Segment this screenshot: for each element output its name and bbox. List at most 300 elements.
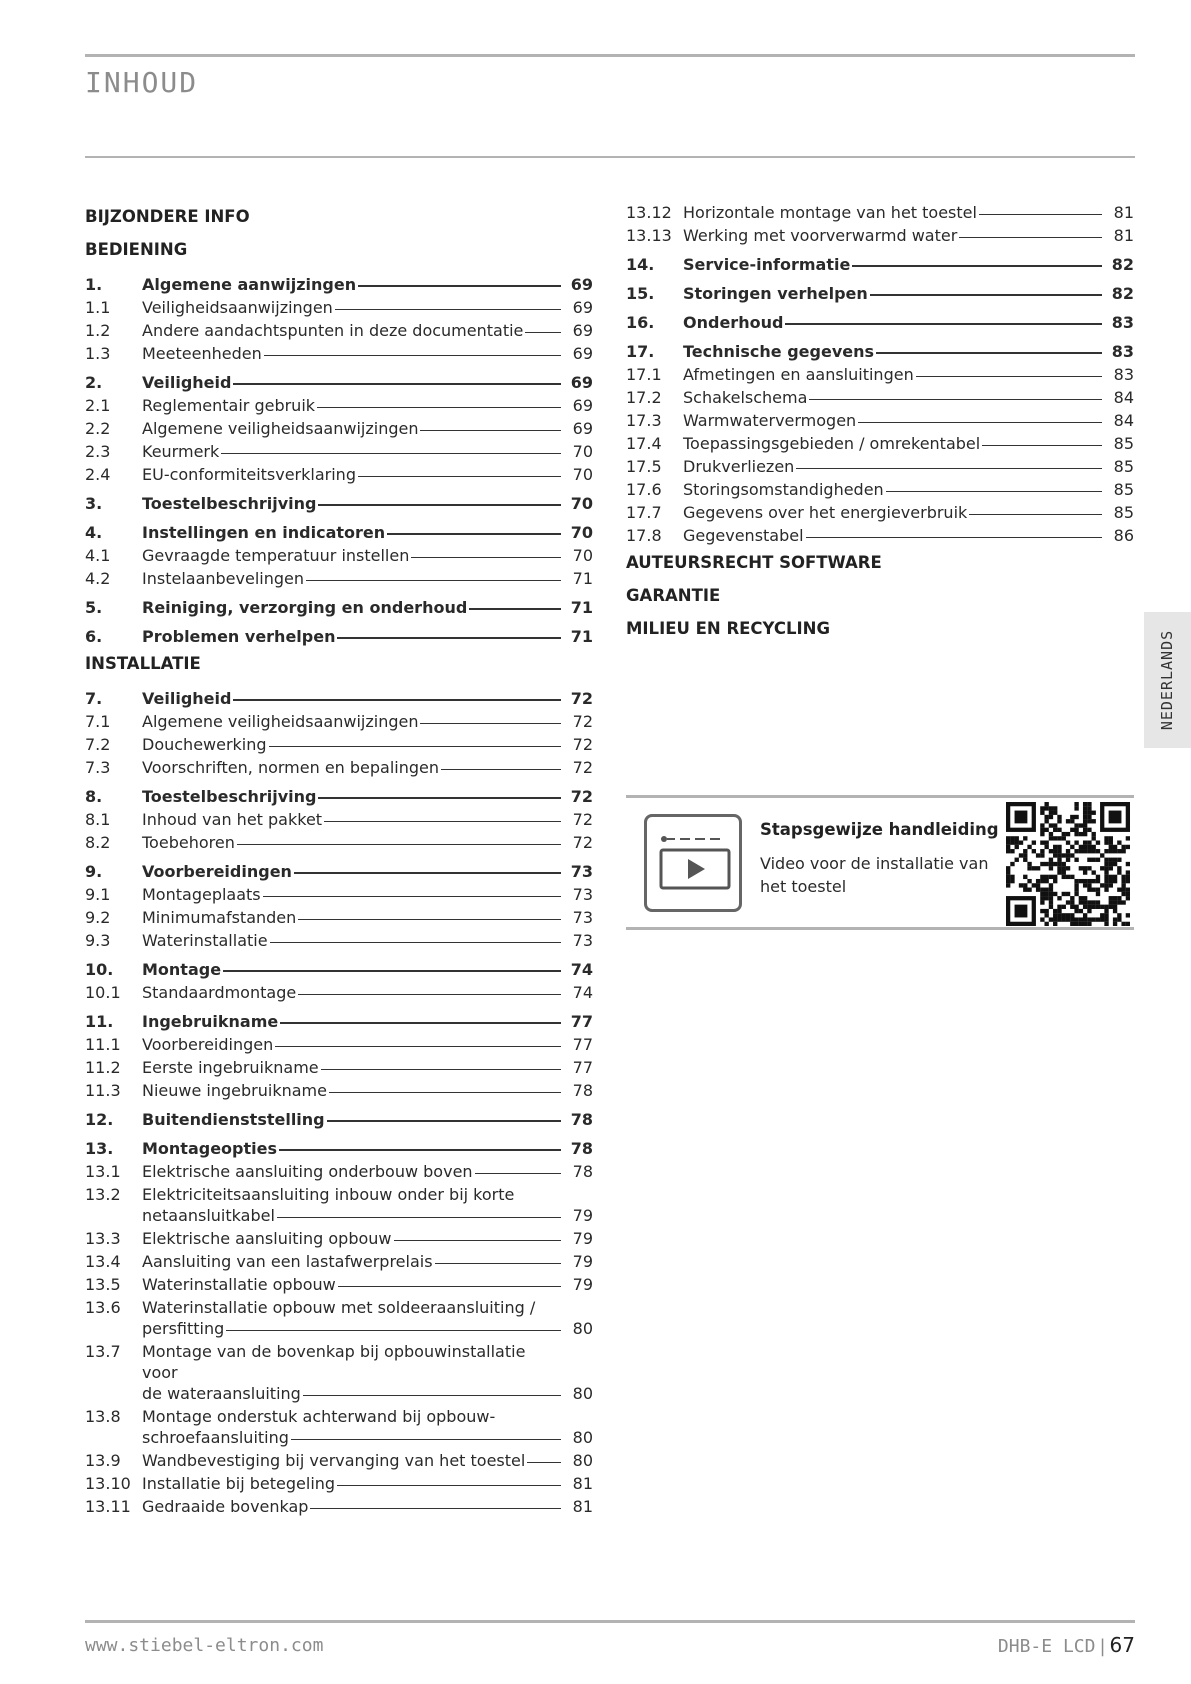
toc-entry-title: Drukverliezen	[683, 457, 795, 476]
toc-entry-title: Veiligheid	[142, 373, 232, 392]
footer-url[interactable]: www.stiebel-eltron.com	[85, 1635, 324, 1656]
toc-entry[interactable]	[626, 275, 1134, 304]
toc-entry[interactable]	[626, 408, 1134, 431]
toc-entry[interactable]	[85, 318, 593, 341]
toc-entry-leader-line	[142, 1450, 563, 1471]
toc-entry-number: 14.	[626, 255, 655, 274]
toc-entry-number: 11.1	[85, 1035, 121, 1054]
toc-entry-leader-line	[683, 254, 1104, 275]
toc-entry-number: 7.3	[85, 758, 111, 777]
toc-entry-title: Nieuwe ingebruikname	[142, 1081, 327, 1100]
toc-entry[interactable]	[85, 709, 593, 732]
toc-entry-body	[142, 734, 563, 755]
toc-entry-body	[142, 418, 563, 439]
toc-entry-title: Elektrische aansluiting onderbouw boven	[142, 1162, 473, 1181]
toc-entry-body	[142, 1109, 563, 1130]
toc-entry-body	[142, 274, 563, 295]
toc-entry-page: 70	[570, 494, 593, 513]
leader-line	[269, 746, 561, 747]
leader-line	[223, 970, 561, 972]
leader-line	[233, 699, 561, 701]
toc-entry[interactable]	[85, 1494, 593, 1517]
toc-entry[interactable]	[626, 362, 1134, 385]
section-heading: MILIEU EN RECYCLING	[626, 619, 831, 638]
toc-entry-body	[683, 283, 1104, 304]
leader-line	[291, 1439, 561, 1440]
toc-entry[interactable]	[85, 928, 593, 951]
toc-entry-number: 13.12	[626, 203, 672, 222]
header-rule-top	[85, 54, 1135, 57]
toc-entry-body	[142, 1406, 563, 1448]
toc-entry-leader-line	[142, 343, 563, 364]
leader-line	[277, 1217, 561, 1218]
toc-entry-leader-line	[683, 525, 1104, 546]
toc-entry[interactable]	[85, 485, 593, 514]
toc-entry-body	[142, 464, 563, 485]
toc-entry-page: 73	[572, 885, 593, 904]
header-rule-bottom	[85, 156, 1135, 158]
leader-line	[394, 1240, 562, 1241]
toc-entry-title: Storingen verhelpen	[683, 284, 868, 303]
toc-entry[interactable]	[85, 830, 593, 853]
toc-entry[interactable]	[85, 341, 593, 364]
toc-entry-leader-line	[142, 1034, 563, 1055]
toc-entry-page: 79	[572, 1275, 593, 1294]
toc-entry-leader-line	[142, 809, 563, 830]
toc-entry[interactable]	[626, 523, 1134, 546]
toc-entry[interactable]	[626, 477, 1134, 500]
leader-line	[275, 1046, 561, 1047]
toc-entry-page: 70	[572, 546, 593, 565]
toc-entry[interactable]	[85, 1404, 593, 1448]
toc-entry-number: 8.1	[85, 810, 111, 829]
toc-entry[interactable]	[626, 223, 1134, 246]
toc-entry-leader-line	[683, 433, 1104, 454]
toc-entry-number: 13.8	[85, 1407, 121, 1426]
toc-entry[interactable]	[85, 778, 593, 807]
toc-entry-leader-line	[142, 1473, 563, 1494]
toc-entry-leader-line	[142, 441, 563, 462]
leader-line	[886, 491, 1102, 492]
toc-entry-title: Gegevenstabel	[683, 526, 804, 545]
toc-entry-body	[142, 1341, 563, 1404]
toc-entry-number: 2.	[85, 373, 103, 392]
leader-line	[337, 637, 561, 639]
leader-line	[321, 1069, 561, 1070]
toc-entry-number: 17.6	[626, 480, 662, 499]
toc-entry[interactable]	[626, 304, 1134, 333]
toc-entry-number: 3.	[85, 494, 103, 513]
toc-entry-body	[683, 525, 1104, 546]
toc-entry-body	[142, 959, 563, 980]
toc-entry-title: Toebehoren	[142, 833, 235, 852]
toc-entry-body	[142, 1496, 563, 1517]
leader-line	[979, 214, 1102, 215]
leader-line	[303, 1395, 561, 1396]
leader-line	[226, 1330, 561, 1331]
toc-entry[interactable]	[85, 680, 593, 709]
toc-entry-body	[142, 786, 563, 807]
leader-line	[858, 422, 1102, 423]
toc-entry-leader-line	[142, 464, 563, 485]
video-tutorial-box	[626, 795, 1134, 930]
toc-entry-number: 9.	[85, 862, 103, 881]
toc-entry-page: 74	[572, 983, 593, 1002]
toc-entry[interactable]	[626, 500, 1134, 523]
toc-entry-page: 81	[572, 1474, 593, 1493]
toc-entry-body	[142, 1161, 563, 1182]
play-video-icon	[644, 814, 742, 912]
toc-entry[interactable]	[85, 882, 593, 905]
toc-entry-page: 85	[1113, 503, 1134, 522]
toc-entry-page: 74	[570, 960, 593, 979]
toc-entry-title-continued: de wateraansluiting	[142, 1384, 301, 1403]
toc-entry-leader-line	[142, 522, 563, 543]
toc-entry[interactable]	[85, 1101, 593, 1130]
toc-entry-title: EU-conformiteitsverklaring	[142, 465, 356, 484]
toc-entry-leader-line	[142, 545, 563, 566]
toc-right-column	[626, 200, 1134, 645]
toc-entry-page: 69	[572, 344, 593, 363]
toc-entry-number: 17.7	[626, 503, 662, 522]
page-title: INHOUD	[85, 66, 199, 99]
toc-entry-title: Keurmerk	[142, 442, 220, 461]
leader-line	[435, 1263, 561, 1264]
toc-entry-page: 69	[570, 373, 593, 392]
toc-entry-title: Reiniging, verzorging en onderhoud	[142, 598, 468, 617]
toc-entry[interactable]	[85, 514, 593, 543]
toc-entry-body	[142, 1473, 563, 1494]
toc-entry[interactable]	[85, 1249, 593, 1272]
toc-entry[interactable]	[85, 566, 593, 589]
toc-entry-body	[142, 1251, 563, 1272]
toc-entry-title: Minimumafstanden	[142, 908, 297, 927]
leader-line	[318, 797, 561, 799]
toc-entry-page: 77	[572, 1035, 593, 1054]
toc-entry-number: 1.	[85, 275, 103, 294]
toc-entry-title: Montage van de bovenkap bij opbouwinstallatie voor	[142, 1342, 526, 1382]
toc-entry-body	[683, 225, 1104, 246]
toc-entry-page: 72	[572, 735, 593, 754]
toc-entry[interactable]	[85, 589, 593, 618]
toc-entry-title: Meeteenheden	[142, 344, 262, 363]
toc-entry-leader-line	[142, 1138, 563, 1159]
toc-entry[interactable]	[85, 1448, 593, 1471]
toc-entry[interactable]	[85, 1295, 593, 1339]
toc-entry-title: Installatie bij betegeling	[142, 1474, 336, 1493]
leader-line	[237, 844, 561, 845]
toc-entry-leader-line	[142, 1057, 563, 1078]
toc-entry-title: Montage	[142, 960, 222, 979]
toc-entry-title: Waterinstallatie	[142, 931, 268, 950]
toc-entry-body	[683, 456, 1104, 477]
leader-line	[809, 399, 1102, 400]
toc-entry-number: 4.	[85, 523, 103, 542]
leader-line	[329, 1092, 561, 1093]
toc-entry-number: 13.1	[85, 1162, 121, 1181]
leader-line	[358, 285, 561, 287]
toc-entry-page: 79	[572, 1206, 593, 1225]
leader-line	[916, 376, 1102, 377]
section-heading: INSTALLATIE	[85, 654, 201, 673]
toc-entry-number: 9.3	[85, 931, 111, 950]
toc-entry-title: Onderhoud	[683, 313, 784, 332]
toc-entry[interactable]	[85, 905, 593, 928]
toc-entry-leader-line	[683, 202, 1104, 223]
toc-entry-number: 15.	[626, 284, 655, 303]
language-tab	[1144, 612, 1191, 748]
toc-entry-page: 81	[1113, 203, 1134, 222]
toc-entry-number: 13.11	[85, 1497, 131, 1516]
toc-entry-page: 77	[572, 1058, 593, 1077]
toc-entry-body	[142, 1450, 563, 1471]
toc-entry-body	[142, 930, 563, 951]
video-description: Video voor de installatie van het toestel	[760, 854, 989, 896]
leader-line	[785, 323, 1102, 325]
leader-line	[324, 821, 561, 822]
toc-entry-title: Gedraaide bovenkap	[142, 1497, 309, 1516]
toc-entry-page: 71	[570, 598, 593, 617]
toc-entry-leader-line	[142, 1274, 563, 1295]
toc-entry-body	[142, 522, 563, 543]
toc-entry-number: 17.2	[626, 388, 662, 407]
toc-entry-number: 17.5	[626, 457, 662, 476]
toc-entry-leader-line	[142, 832, 563, 853]
toc-entry[interactable]	[85, 951, 593, 980]
toc-entry-leader-line	[142, 1109, 563, 1130]
toc-entry-number: 7.2	[85, 735, 111, 754]
toc-entry[interactable]	[85, 807, 593, 830]
toc-entry-title: Gegevens over het energieverbruik	[683, 503, 968, 522]
toc-entry-body	[142, 809, 563, 830]
toc-entry[interactable]	[626, 200, 1134, 223]
toc-entry[interactable]	[85, 295, 593, 318]
toc-entry-number: 2.3	[85, 442, 111, 461]
leader-line	[527, 1462, 561, 1463]
toc-entry-body	[142, 297, 563, 318]
toc-entry-body	[142, 688, 563, 709]
toc-entry-number: 13.2	[85, 1185, 121, 1204]
toc-entry-page: 73	[570, 862, 593, 881]
leader-line	[876, 352, 1102, 354]
toc-entry-title: Elektrische aansluiting opbouw	[142, 1229, 392, 1248]
toc-entry[interactable]	[85, 1226, 593, 1249]
leader-line	[270, 942, 561, 943]
toc-entry[interactable]	[85, 543, 593, 566]
language-tab-label: NEDERLANDS	[1158, 629, 1177, 731]
video-title: Stapsgewijze handleiding	[760, 820, 999, 839]
toc-entry[interactable]	[85, 266, 593, 295]
toc-entry[interactable]	[85, 393, 593, 416]
toc-entry-body	[142, 1057, 563, 1078]
leader-line	[796, 468, 1102, 469]
toc-entry-leader-line	[142, 982, 563, 1003]
toc-entry-page: 73	[572, 908, 593, 927]
section-heading: AUTEURSRECHT SOFTWARE	[626, 553, 882, 572]
toc-entry[interactable]	[85, 618, 593, 647]
toc-entry-page: 86	[1113, 526, 1134, 545]
toc-entry[interactable]	[85, 1471, 593, 1494]
toc-entry-number: 11.3	[85, 1081, 121, 1100]
toc-entry-leader-line	[683, 341, 1104, 362]
toc-entry-number: 17.	[626, 342, 655, 361]
toc-entry-body	[142, 1228, 563, 1249]
toc-entry-number: 13.13	[626, 226, 672, 245]
toc-entry[interactable]	[85, 980, 593, 1003]
qr-code-icon[interactable]	[1006, 802, 1130, 926]
toc-entry-title: Douchewerking	[142, 735, 267, 754]
toc-entry-number: 4.1	[85, 546, 111, 565]
toc-entry-title: Horizontale montage van het toestel	[683, 203, 977, 222]
toc-entry-leader-line	[142, 884, 563, 905]
toc-entry-page: 85	[1113, 457, 1134, 476]
toc-left-column	[85, 200, 593, 1517]
toc-entry-number: 13.7	[85, 1342, 121, 1361]
leader-line	[338, 1286, 561, 1287]
toc-entry-title: Algemene aanwijzingen	[142, 275, 357, 294]
toc-entry-page: 85	[1113, 434, 1134, 453]
toc-entry[interactable]	[85, 364, 593, 393]
leader-line	[263, 896, 561, 897]
toc-entry-page: 78	[570, 1139, 593, 1158]
toc-entry-number: 7.1	[85, 712, 111, 731]
toc-entry-leader-line	[683, 502, 1104, 523]
toc-entry-title: Ingebruikname	[142, 1012, 279, 1031]
toc-entry[interactable]	[85, 439, 593, 462]
leader-line	[411, 557, 561, 558]
toc-entry-number: 2.1	[85, 396, 111, 415]
toc-entry-page: 83	[1111, 313, 1134, 332]
toc-entry-body	[142, 1138, 563, 1159]
toc-entry[interactable]	[85, 853, 593, 882]
footer-doc-page	[998, 1633, 1135, 1657]
toc-entry-number: 10.	[85, 960, 114, 979]
toc-entry-title: Voorbereidingen	[142, 862, 292, 881]
toc-entry-page: 84	[1113, 388, 1134, 407]
toc-entry-leader-line	[142, 395, 563, 416]
toc-entry-title: Werking met voorverwarmd water	[683, 226, 958, 245]
toc-entry-leader-line	[142, 734, 563, 755]
toc-entry[interactable]	[626, 333, 1134, 362]
toc-entry-page: 71	[572, 569, 593, 588]
toc-entry-body	[142, 1080, 563, 1101]
leader-line	[387, 533, 561, 535]
leader-line	[969, 514, 1102, 515]
toc-entry-leader-line	[142, 626, 563, 647]
leader-line	[870, 294, 1102, 296]
toc-entry-leader-line	[683, 456, 1104, 477]
toc-entry-body	[142, 832, 563, 853]
toc-entry-leader-line	[142, 757, 563, 778]
toc-entry-body	[142, 711, 563, 732]
toc-entry-leader-line	[142, 786, 563, 807]
toc-entry-page: 73	[572, 931, 593, 950]
toc-entry-page: 80	[572, 1428, 593, 1447]
toc-entry-number: 11.2	[85, 1058, 121, 1077]
leader-line	[233, 383, 561, 385]
toc-entry-leader-line	[683, 225, 1104, 246]
toc-entry-leader-line	[683, 283, 1104, 304]
toc-entry[interactable]	[85, 1339, 593, 1404]
toc-entry[interactable]	[85, 755, 593, 778]
toc-entry-title: Afmetingen en aansluitingen	[683, 365, 914, 384]
toc-entry-leader-line	[683, 410, 1104, 431]
toc-entry-body	[142, 1011, 563, 1032]
toc-entry-page: 70	[570, 523, 593, 542]
toc-entry[interactable]	[626, 385, 1134, 408]
toc-entry-leader-line	[142, 711, 563, 732]
leader-line	[317, 407, 561, 408]
toc-entry-number: 13.4	[85, 1252, 121, 1271]
toc-entry-page: 80	[572, 1319, 593, 1338]
leader-line	[358, 476, 561, 477]
toc-entry[interactable]	[626, 246, 1134, 275]
toc-entry-body	[683, 410, 1104, 431]
toc-entry-title: Veiligheid	[142, 689, 232, 708]
toc-entry-number: 1.3	[85, 344, 111, 363]
toc-entry-page: 69	[572, 298, 593, 317]
toc-entry[interactable]	[626, 431, 1134, 454]
leader-line	[294, 872, 561, 874]
leader-line	[335, 309, 561, 310]
toc-entry[interactable]	[626, 454, 1134, 477]
toc-entry-page: 72	[570, 787, 593, 806]
toc-entry-body	[142, 493, 563, 514]
toc-entry-title: Veiligheidsaanwijzingen	[142, 298, 333, 317]
section-heading: GARANTIE	[626, 586, 721, 605]
leader-line	[264, 355, 561, 356]
toc-entry[interactable]	[85, 732, 593, 755]
leader-line	[298, 919, 561, 920]
toc-entry-page: 81	[572, 1497, 593, 1516]
toc-entry[interactable]	[85, 462, 593, 485]
toc-entry-number: 17.1	[626, 365, 662, 384]
toc-entry-page: 82	[1111, 255, 1134, 274]
toc-entry-leader-line	[142, 907, 563, 928]
toc-entry-body	[683, 433, 1104, 454]
toc-entry-title: Montage onderstuk achterwand bij opbouw-	[142, 1407, 496, 1426]
toc-entry-number: 8.	[85, 787, 103, 806]
toc-entry-title: Wandbevestiging bij vervanging van het toestel	[142, 1451, 526, 1470]
toc-entry[interactable]	[85, 1032, 593, 1055]
toc-entry-body	[683, 254, 1104, 275]
leader-line	[310, 1508, 561, 1509]
toc-entry[interactable]	[85, 1078, 593, 1101]
leader-line	[475, 1173, 561, 1174]
footer-doc-name: DHB-E LCD	[997, 1636, 1096, 1657]
toc-entry-leader-line	[142, 597, 563, 618]
toc-entry-number: 11.	[85, 1012, 114, 1031]
toc-entry-leader-line	[142, 1251, 563, 1272]
leader-line	[806, 537, 1102, 538]
toc-entry[interactable]	[85, 1159, 593, 1182]
toc-entry-leader-line	[683, 479, 1104, 500]
toc-entry[interactable]	[85, 1003, 593, 1032]
toc-entry[interactable]	[85, 1272, 593, 1295]
toc-entry-leader-line	[142, 1496, 563, 1517]
toc-entry-body	[142, 861, 563, 882]
toc-entry[interactable]	[85, 1130, 593, 1159]
toc-entry-number: 13.10	[85, 1474, 131, 1493]
toc-entry[interactable]	[85, 1182, 593, 1226]
toc-entry[interactable]	[85, 416, 593, 439]
toc-entry[interactable]	[85, 1055, 593, 1078]
footer-separator: |	[1099, 1636, 1106, 1657]
toc-entry-title: Instellingen en indicatoren	[142, 523, 386, 542]
toc-entry-leader-line	[683, 387, 1104, 408]
toc-entry-number: 1.2	[85, 321, 111, 340]
leader-line	[982, 445, 1102, 446]
